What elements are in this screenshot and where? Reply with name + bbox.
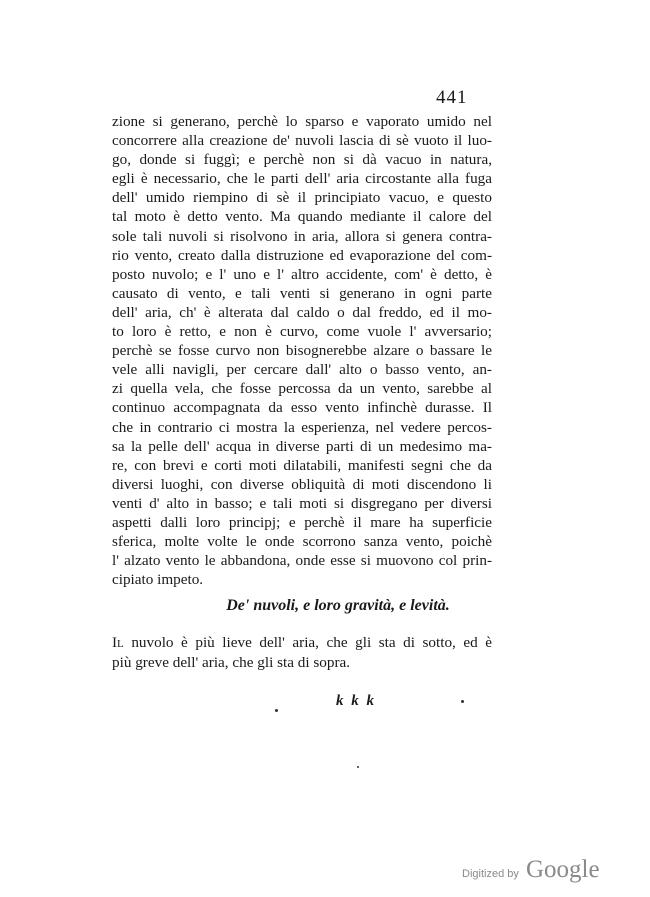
- body-line: sole tali nuvoli si risolvono in aria, allora si genera contra-: [112, 227, 492, 245]
- body-line: l' alzato vento le abbandona, onde esse si muovono col prin-: [112, 552, 492, 570]
- body-line: vele alli navigli, per cercare dall' alto o basso vento, an-: [112, 361, 492, 379]
- google-logo: Google: [525, 856, 600, 883]
- body-line: diversi luoghi, con diverse obliquità di moti discendono li: [112, 475, 492, 493]
- body-line: che in contrario ci mostra la esperienza, nel vedere percos-: [112, 418, 492, 436]
- digitized-watermark: [462, 856, 600, 884]
- ink-speck: [357, 766, 359, 768]
- body-line: sferica, molte volte le onde scorrono sanza vento, poichè: [112, 533, 492, 551]
- body-line: posto nuvolo; e l' uno e l' altro accidente, com' è detto, è: [112, 265, 492, 283]
- page-number: 441: [436, 87, 468, 108]
- section-line-rest: nuvolo è più lieve dell' aria, che gli sta di sotto, ed è: [131, 634, 492, 651]
- body-line: dell' aria, ch' è alterata dal caldo o dal freddo, ed il mo-: [112, 303, 492, 321]
- section-line: [112, 633, 492, 653]
- section-title: De' nuvoli, e loro gravità, e levità.: [226, 597, 450, 614]
- body-line: aspetti dalli loro principj; e perchè il mare ha superficie: [112, 513, 492, 531]
- body-line: dell' umido riempino di sè il principiato vacuo, e questo: [112, 189, 492, 207]
- ink-speck: [461, 700, 464, 703]
- ink-speck: [275, 709, 278, 712]
- body-line: sa la pelle dell' acqua in diverse parti di un medesimo ma-: [112, 437, 492, 455]
- body-line: re, con brevi e corti moti dilatabili, manifesti segni che da: [112, 456, 492, 474]
- body-text: [112, 112, 492, 589]
- watermark-prefix: Digitized by: [462, 868, 519, 880]
- signature-mark: k k k: [336, 693, 376, 709]
- section-first-word: Il: [112, 634, 124, 651]
- body-line: perchè se fosse curvo non bisognerebbe alzare o bassare le: [112, 342, 492, 360]
- section-body: [112, 633, 492, 672]
- body-line: tal moto è detto vento. Ma quando mediante il calore del: [112, 208, 492, 226]
- body-line: concorrere alla creazione de' nuvoli lascia di sè vuoto il luo-: [112, 132, 492, 150]
- body-line: continuo accompagnata da esso vento infinchè durasse. Il: [112, 399, 492, 417]
- body-line: causato di vento, e tali venti si generano in ogni parte: [112, 284, 492, 302]
- body-line: to loro è retto, e non è curvo, come vuole l' avversario;: [112, 323, 492, 341]
- body-line: rio vento, creato dalla distruzione ed evaporazione del com-: [112, 246, 492, 264]
- body-line: zi quella vela, che fosse percossa da un vento, sarebbe al: [112, 380, 492, 398]
- body-line: cipiato impeto.: [112, 571, 204, 589]
- body-line: egli è necessario, che le parti dell' aria circostante alla fuga: [112, 170, 492, 188]
- body-line: venti d' alto in basso; e tali moti si disgregano per diversi: [112, 494, 492, 512]
- section-line: più greve dell' aria, che gli sta di sopra.: [112, 653, 351, 671]
- body-line: zione si generano, perchè lo sparso e vaporato umido nel: [112, 113, 492, 130]
- body-line: go, donde si fuggì; e perchè non si dà vacuo in natura,: [112, 151, 492, 169]
